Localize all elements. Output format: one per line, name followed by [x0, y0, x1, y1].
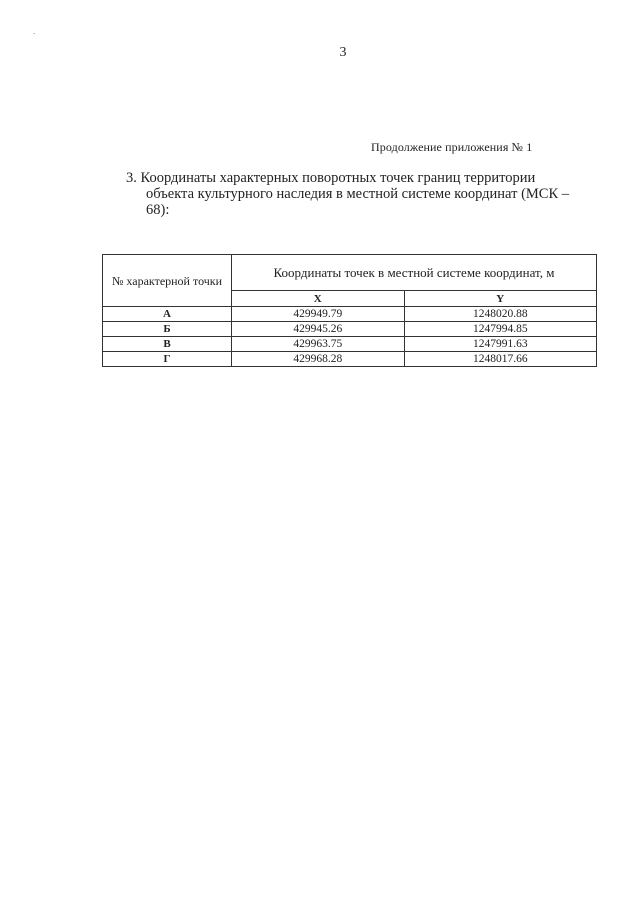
y-value: 1248020.88	[404, 307, 596, 322]
section-heading-line1: Координаты характерных поворотных точек границ территории	[140, 170, 536, 186]
point-label: А	[103, 307, 232, 322]
section-heading-line2: объекта культурного наследия в местной системе координат (МСК –	[146, 186, 570, 202]
x-value: 429963.75	[232, 337, 405, 352]
coordinates-table	[102, 254, 597, 367]
table-header-row	[103, 255, 597, 291]
corner-mark: .	[33, 26, 36, 36]
table-row	[103, 322, 597, 337]
header-x: X	[232, 291, 405, 307]
page-number: 3	[339, 45, 347, 60]
y-value: 1248017.66	[404, 352, 596, 367]
header-y: Y	[404, 291, 596, 307]
table-row	[103, 307, 597, 322]
appendix-note: Продолжение приложения № 1	[371, 140, 533, 154]
table-row	[103, 337, 597, 352]
point-label: Б	[103, 322, 232, 337]
header-coordinates: Координаты точек в местной системе координат, м	[232, 255, 597, 291]
x-value: 429949.79	[232, 307, 405, 322]
y-value: 1247991.63	[404, 337, 596, 352]
point-label: Г	[103, 352, 232, 367]
x-value: 429968.28	[232, 352, 405, 367]
section-heading	[126, 170, 596, 218]
y-value: 1247994.85	[404, 322, 596, 337]
section-heading-line3: 68):	[146, 202, 170, 218]
table-row	[103, 352, 597, 367]
x-value: 429945.26	[232, 322, 405, 337]
section-number: 3.	[126, 170, 137, 186]
header-point: № характерной точки	[103, 255, 232, 307]
point-label: В	[103, 337, 232, 352]
